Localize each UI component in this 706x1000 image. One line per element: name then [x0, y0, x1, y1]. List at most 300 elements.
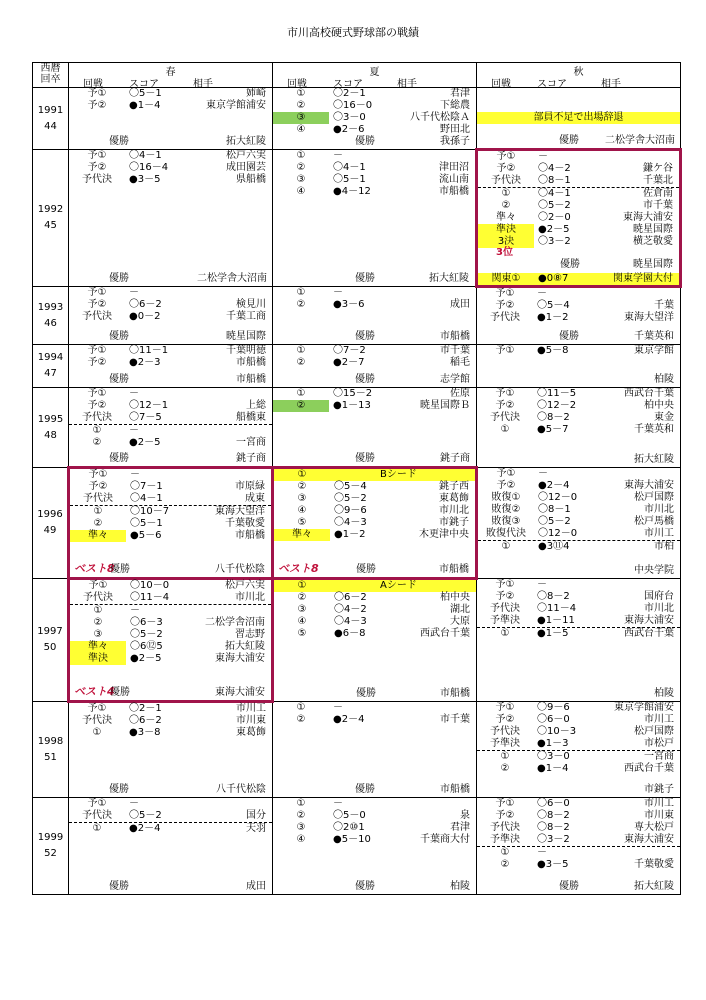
score: 〇3－0 — [333, 112, 366, 123]
opponent — [197, 287, 272, 299]
season-block — [273, 287, 476, 344]
opponent: 市川工 — [644, 714, 674, 725]
season-cell-summer — [273, 287, 477, 345]
game-row — [477, 834, 680, 847]
score: 〇10－3 — [537, 726, 577, 737]
winner-label: 優勝 — [355, 881, 375, 892]
opponent: 市川北 — [235, 592, 265, 603]
winner-team: 東海大浦安 — [215, 687, 265, 698]
opponent: 関東学園大付 — [613, 273, 673, 284]
round: ③ — [297, 493, 307, 504]
winner-label — [534, 565, 606, 577]
score: ●0－2 — [129, 311, 161, 322]
score — [533, 88, 605, 100]
season-cell-spring — [69, 287, 273, 345]
opponent: 松戸馬橋 — [634, 516, 674, 527]
score: 〇8－2 — [537, 591, 570, 602]
opponent: 成東 — [245, 493, 265, 504]
opponent: 千葉 — [654, 300, 674, 311]
year-value: 1993 — [37, 301, 64, 313]
score: 〇2－0 — [538, 212, 571, 223]
game-row — [477, 100, 680, 112]
opponent: 東葛飾 — [236, 727, 266, 738]
score: 〇9－6 — [334, 505, 367, 516]
round: 予代決 — [490, 312, 520, 323]
game-row — [69, 311, 272, 323]
opponent: 千葉敬愛 — [225, 518, 265, 529]
game-row — [273, 400, 476, 412]
round: 準決 — [70, 653, 126, 665]
round: ④ — [296, 124, 306, 135]
game-row — [478, 212, 679, 224]
opponent: 船橋東 — [236, 412, 266, 423]
game-row — [477, 603, 680, 615]
game-row — [477, 763, 680, 775]
game-row — [70, 580, 271, 592]
season-cell-spring — [69, 468, 273, 579]
opponent — [606, 468, 680, 480]
opponent: 東海大浦安 — [623, 212, 673, 223]
round: 予準決 — [490, 615, 520, 626]
game-row — [478, 468, 680, 480]
year-header — [33, 63, 69, 88]
round: ③ — [296, 174, 306, 185]
col-score: スコア — [333, 79, 363, 90]
winner-row — [477, 135, 680, 147]
score: 〇16－0 — [333, 100, 373, 111]
game-row — [70, 592, 271, 605]
game-row — [274, 616, 476, 628]
round: ② — [273, 400, 329, 412]
round: ① — [500, 847, 510, 858]
winner-team: 市船橋 — [440, 331, 470, 342]
winner-label: 優勝 — [559, 135, 579, 146]
game-row — [70, 518, 271, 530]
winner-label: 優勝 — [355, 453, 375, 464]
round: ③ — [296, 822, 306, 833]
score: 〇5－2 — [129, 810, 162, 821]
round: 予② — [496, 480, 516, 491]
score: 〇5－2 — [334, 493, 367, 504]
round: ① — [92, 823, 102, 834]
round: 予① — [87, 287, 107, 298]
round: ① — [92, 727, 102, 738]
round: ② — [93, 617, 103, 628]
game-row — [274, 592, 476, 604]
game-row — [477, 702, 680, 714]
round — [477, 100, 533, 112]
score: 〇6－2 — [334, 592, 367, 603]
game-row — [70, 481, 271, 493]
seed-row — [274, 469, 475, 481]
opponent: 市柏 — [654, 541, 674, 552]
opponent: 津田沼 — [439, 162, 469, 173]
year-cell — [33, 798, 69, 895]
game-row — [274, 505, 475, 517]
round: ① — [297, 580, 307, 591]
opponent: 市千葉 — [440, 345, 470, 356]
game-row — [274, 493, 475, 505]
round: 敗復① — [491, 492, 521, 503]
score: 〇11－4 — [537, 603, 577, 614]
round: 予代決 — [490, 603, 520, 614]
opponent: 流山南 — [439, 174, 469, 185]
round: ① — [297, 469, 307, 480]
score: 〇7－2 — [333, 345, 366, 356]
winner-label: 優勝 — [109, 784, 129, 795]
game-row — [274, 517, 475, 529]
game-row — [69, 425, 272, 437]
season-block — [477, 579, 680, 701]
score: 〇5－2 — [538, 200, 571, 211]
round: 関東① — [491, 273, 521, 284]
round — [477, 88, 533, 100]
score: ●0⑧7 — [538, 273, 569, 284]
round: ① — [500, 628, 510, 639]
game-row — [477, 412, 680, 424]
kanto-row — [478, 273, 679, 285]
game-row — [69, 727, 272, 739]
round: 予準決 — [490, 834, 520, 845]
seed-label: Bシード — [380, 469, 417, 480]
opponent: 佐原 — [450, 388, 470, 399]
score: ●1－4 — [537, 763, 569, 774]
season-label: 秋 — [573, 67, 584, 78]
season-cell-autumn — [477, 345, 681, 388]
game-row — [478, 224, 679, 236]
opponent: 国分 — [246, 810, 266, 821]
winner-row — [273, 453, 476, 465]
round: 予① — [495, 798, 515, 809]
year-value: 1996 — [37, 509, 63, 520]
opponent: 東海大浦安 — [624, 834, 674, 845]
winner-team: 柏陵 — [654, 374, 674, 385]
score: 〇5－1 — [130, 518, 163, 529]
winner-team: 暁星国際 — [633, 259, 673, 270]
game-row — [69, 437, 272, 449]
season-cell-summer — [273, 388, 477, 468]
score: 〇3－2 — [537, 834, 570, 845]
season-block — [273, 702, 476, 797]
page-title: 市川高校硬式野球部の戦績 — [287, 26, 419, 39]
opponent: 市川東 — [644, 810, 674, 821]
best-label: ベスト4 — [74, 685, 115, 698]
winner-team: 八千代松陰 — [216, 784, 266, 795]
winner-team: 拓大紅陵 — [634, 454, 674, 465]
winner-team: 中央学院 — [634, 565, 674, 576]
winner-label: 優勝 — [560, 259, 580, 270]
game-row — [69, 715, 272, 727]
season-cell-autumn — [477, 702, 681, 798]
season-cell-spring — [69, 388, 273, 468]
opponent: 市川工 — [644, 528, 674, 539]
opponent — [197, 124, 272, 136]
game-row — [69, 124, 272, 136]
col-opponent: 相手 — [601, 79, 621, 90]
winner-row — [69, 453, 272, 465]
game-row — [70, 641, 271, 653]
winner-label: 優勝 — [109, 136, 129, 147]
winner-team: 八千代松陰 — [215, 564, 265, 575]
opponent — [198, 605, 271, 617]
year-cell — [33, 345, 69, 388]
opponent — [197, 388, 272, 400]
opponent — [197, 798, 272, 810]
round: 予代決 — [490, 726, 520, 737]
game-row — [273, 299, 476, 311]
round: ② — [501, 200, 511, 211]
winner-label: 優勝 — [356, 688, 376, 699]
opponent: 泉 — [460, 810, 470, 821]
game-row — [69, 174, 272, 186]
winner-team: 市船橋 — [440, 784, 470, 795]
season-cell-spring — [69, 150, 273, 287]
game-row — [477, 810, 680, 822]
round: 予代決 — [490, 822, 520, 833]
score: 〇7－5 — [129, 412, 162, 423]
score: 〇6－0 — [537, 798, 570, 809]
score: － — [130, 605, 140, 616]
round: 予② — [87, 299, 107, 310]
score — [125, 112, 197, 124]
game-row — [69, 823, 272, 835]
game-row — [69, 112, 272, 124]
winner-label: 優勝 — [110, 687, 130, 698]
round: 準々 — [70, 530, 126, 542]
round: ① — [500, 424, 510, 435]
score: ●5－8 — [537, 345, 569, 356]
col-score: スコア — [129, 79, 159, 90]
game-row — [69, 150, 272, 162]
season-cell-autumn — [477, 798, 681, 895]
season-block — [274, 580, 476, 701]
opponent: 西武台千葉 — [420, 628, 470, 639]
season-cell-autumn — [477, 150, 681, 287]
round: 予① — [87, 345, 107, 356]
game-row — [274, 628, 476, 640]
game-row — [70, 605, 271, 617]
score: ●2－5 — [538, 224, 570, 235]
grad-class: 52 — [44, 848, 57, 859]
game-row — [273, 357, 476, 369]
year-cell — [33, 287, 69, 345]
score: 〇6－2 — [129, 299, 162, 310]
opponent: 市千葉 — [440, 714, 470, 725]
game-row — [478, 528, 680, 541]
game-row — [477, 424, 680, 436]
score: 〇4－3 — [334, 616, 367, 627]
game-row — [274, 604, 476, 616]
winner-row — [273, 331, 476, 343]
col-round: 回戦 — [491, 79, 511, 90]
round: 敗復② — [491, 504, 521, 515]
year-value: 1992 — [37, 204, 64, 215]
score: ●1－2 — [334, 529, 366, 540]
opponent: 柏中央 — [440, 592, 470, 603]
opponent: 東海大浦安 — [215, 653, 265, 664]
opponent: 東京学館浦安 — [614, 702, 674, 713]
table-row — [33, 798, 681, 895]
game-row — [477, 579, 680, 591]
winner-row — [273, 784, 476, 796]
season-cell-autumn — [477, 468, 681, 579]
score: ●1－13 — [333, 400, 371, 411]
opponent: 松戸六実 — [225, 580, 265, 591]
score: ●5－6 — [130, 530, 162, 541]
round: ① — [296, 150, 306, 161]
opponent: 市原緑 — [235, 481, 265, 492]
game-row — [69, 412, 272, 425]
grad-class: 51 — [44, 751, 57, 763]
winner-row — [477, 881, 680, 893]
game-row — [478, 188, 679, 200]
round: ③ — [297, 604, 307, 615]
year-cell — [33, 468, 69, 579]
opponent: 市松戸 — [644, 738, 674, 749]
score: 〇2－1 — [129, 703, 162, 714]
opponent — [605, 847, 680, 859]
opponent: 柏中央 — [644, 400, 674, 411]
game-row — [273, 834, 476, 846]
game-row — [273, 124, 476, 136]
opponent: 東海大浦安 — [624, 480, 674, 491]
score: － — [538, 151, 548, 162]
score: ●2－4 — [333, 714, 365, 725]
score: 〇9－6 — [537, 702, 570, 713]
table-row — [33, 345, 681, 388]
opponent — [401, 798, 476, 810]
winner-row — [69, 273, 272, 285]
round: ② — [296, 357, 306, 368]
winner-row — [477, 454, 680, 466]
opponent: 東京学館 — [634, 345, 674, 356]
opponent: 千葉工商 — [226, 311, 266, 322]
table-row — [33, 388, 681, 468]
score: 〇4－1 — [130, 493, 163, 504]
round: ① — [92, 425, 102, 436]
opponent: 君津 — [450, 822, 470, 833]
season-block — [477, 88, 680, 148]
year-cell — [33, 388, 69, 468]
winner-row — [70, 564, 271, 576]
round: 予② — [496, 163, 516, 174]
season-block — [69, 388, 272, 466]
round — [69, 124, 125, 136]
season-cell-summer — [273, 150, 477, 287]
winner-row — [477, 331, 680, 343]
game-row — [273, 88, 476, 100]
game-row — [477, 726, 680, 738]
round: 予② — [495, 714, 515, 725]
opponent: 市銚子 — [439, 517, 469, 528]
opponent: 銚子西 — [439, 481, 469, 492]
round — [69, 112, 125, 124]
round: 予代決 — [82, 412, 112, 423]
year-header-top: 西暦 — [40, 63, 61, 74]
score: ●1－5 — [537, 628, 569, 639]
game-row — [477, 822, 680, 834]
third-place: 3位 — [496, 247, 513, 258]
score: ●2－3 — [129, 357, 161, 368]
score: ●1－4 — [129, 100, 161, 111]
score: 〇4－1 — [538, 188, 571, 199]
score: ●2－5 — [129, 437, 161, 448]
round: ① — [296, 345, 306, 356]
game-row — [273, 702, 476, 714]
winner-label: 優勝 — [355, 374, 375, 385]
winner-row — [69, 374, 272, 386]
year-value: 1991 — [37, 104, 64, 116]
score: 〇15－2 — [333, 388, 373, 399]
game-row — [477, 628, 680, 640]
round: 予代決 — [82, 715, 112, 726]
winner-row — [477, 374, 680, 386]
round: 敗復代決 — [486, 528, 526, 539]
score: 〇5－1 — [129, 88, 162, 99]
opponent — [605, 88, 680, 100]
winner-label: 優勝 — [355, 136, 375, 147]
game-row — [273, 714, 476, 726]
winner-team: 拓大紅陵 — [226, 136, 266, 147]
round: 予① — [496, 151, 516, 162]
winner-team: 二松学舎大沼南 — [605, 135, 675, 146]
game-row — [478, 504, 680, 516]
season-cell-spring — [69, 579, 273, 702]
opponent: 東海大望洋 — [624, 312, 674, 323]
game-row — [273, 798, 476, 810]
opponent — [197, 112, 272, 124]
opponent: 野田北 — [440, 124, 470, 135]
opponent: 下総農 — [440, 100, 470, 111]
winner-row — [274, 688, 476, 700]
opponent: 東葛飾 — [439, 493, 469, 504]
winner-team: 銚子商 — [236, 453, 266, 464]
score: ●3⑪4 — [538, 541, 570, 552]
game-row — [478, 163, 679, 175]
winner-label — [533, 454, 605, 466]
opponent: 千葉商大付 — [420, 834, 470, 845]
round: ① — [296, 798, 306, 809]
opponent — [605, 288, 680, 300]
round: ④ — [296, 186, 306, 197]
winner-team: 柏陵 — [450, 881, 470, 892]
score: ●2－4 — [129, 823, 161, 834]
score: 〇12－2 — [537, 400, 577, 411]
year-cell — [33, 88, 69, 150]
game-row — [273, 810, 476, 822]
game-row — [477, 312, 680, 324]
round: 予代決 — [491, 175, 521, 186]
game-row — [69, 345, 272, 357]
score: － — [129, 798, 139, 809]
winner-label: 優勝 — [559, 331, 579, 342]
score: － — [537, 579, 547, 590]
season-block — [70, 469, 271, 577]
score: 〇8－2 — [537, 412, 570, 423]
round: ① — [296, 287, 306, 298]
season-block — [477, 798, 680, 894]
score: ●2－5 — [130, 653, 162, 664]
score: 〇4－1 — [333, 162, 366, 173]
season-cell-summer — [273, 468, 477, 579]
game-row — [274, 481, 475, 493]
score: － — [130, 469, 140, 480]
winner-team: 市船橋 — [439, 564, 469, 575]
season-cell-summer — [273, 345, 477, 388]
season-cell-spring — [69, 88, 273, 150]
round: 予① — [87, 88, 107, 99]
round: 予代決 — [83, 493, 113, 504]
